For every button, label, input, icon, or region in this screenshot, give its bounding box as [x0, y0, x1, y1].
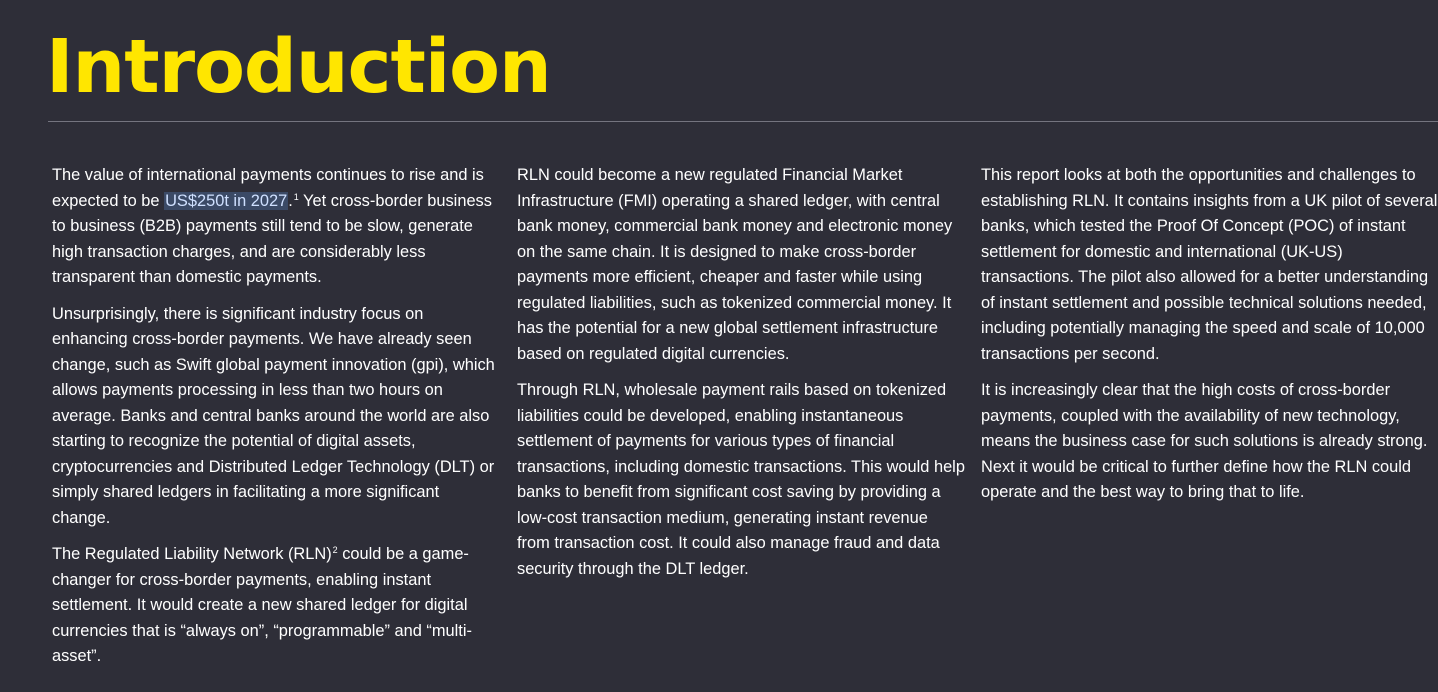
paragraph-rln-fmi: RLN could become a new regulated Financial Market Infrastructure (FMI) operating a shared ledger, with central bank money, commercial bank money and electronic money on the same chain. It is designed to make cross-border payments more efficient, cheaper and faster while using regulated liabilities, such as tokenized commercial money. It has the potential for a new global settlement infrastructure based on regulated digital currencies. [517, 166, 953, 363]
paragraph-international-payments [52, 163, 497, 291]
paragraph-text: Yet cross-border business to business (B2B) payments still tend to be slow, generate high transaction charges, and are considerably less transparent than domestic payments. [52, 191, 492, 286]
paragraph-text: The Regulated Liability Network (RLN) [52, 545, 332, 563]
column-1 [52, 163, 497, 681]
paragraph-business-case: It is increasingly clear that the high costs of cross-border payments, coupled with the availability of new technology, means the business case for such solutions is already strong. Next it would be critical to further define how the RLN could operate and the best way to bring that to life. [981, 381, 1428, 501]
footnote-marker[interactable]: 2 [332, 545, 338, 555]
page-title: Introduction [46, 24, 551, 110]
paragraph-wholesale-rails: Through RLN, wholesale payment rails based on tokenized liabilities could be developed, enabling instantaneous settlement of payments for various types of financial transactions, including domestic transactions. This would help banks to benefit from significant cost saving by providing a low-cost transaction medium, generating instant revenue from transaction cost. It could also manage fraud and data security through the DLT ledger. [517, 381, 965, 578]
paragraph-text: . [288, 191, 293, 210]
footnote-marker[interactable]: 1 [293, 191, 299, 202]
column-3 [981, 163, 1438, 517]
paragraph-industry-focus: Unsurprisingly, there is significant industry focus on enhancing cross-border payments. We have already seen change, such as Swift global payment innovation (gpi), which allows payments processing in less than two hours on average. Banks and central banks around the world are also starting to recognize the potential of digital assets, cryptocurrencies and Distributed Ledger Technology (DLT) or simply shared ledgers in facilitating a more significant change. [52, 304, 495, 527]
column-2 [517, 163, 965, 593]
highlighted-text[interactable]: US$250t in 2027 [165, 191, 288, 210]
paragraph-rln-intro [52, 542, 497, 670]
paragraph-text: The value of international payments continues to rise and is expected to be [52, 166, 484, 210]
paragraph-text: could be a game-changer for cross-border payments, enabling instant settlement. It would create a new shared ledger for digital currencies that is “always on”, “programmable” and “multi-asset”. [52, 545, 472, 665]
title-divider [48, 121, 1438, 122]
paragraph-report-scope: This report looks at both the opportunities and challenges to establishing RLN. It contains insights from a UK pilot of several banks, which tested the Proof Of Concept (POC) of instant settlement for domestic and international (UK-US) transactions. The pilot also allowed for a better understanding of instant settlement and possible technical solutions needed, including potentially managing the speed and scale of 10,000 transactions per second. [981, 166, 1438, 363]
